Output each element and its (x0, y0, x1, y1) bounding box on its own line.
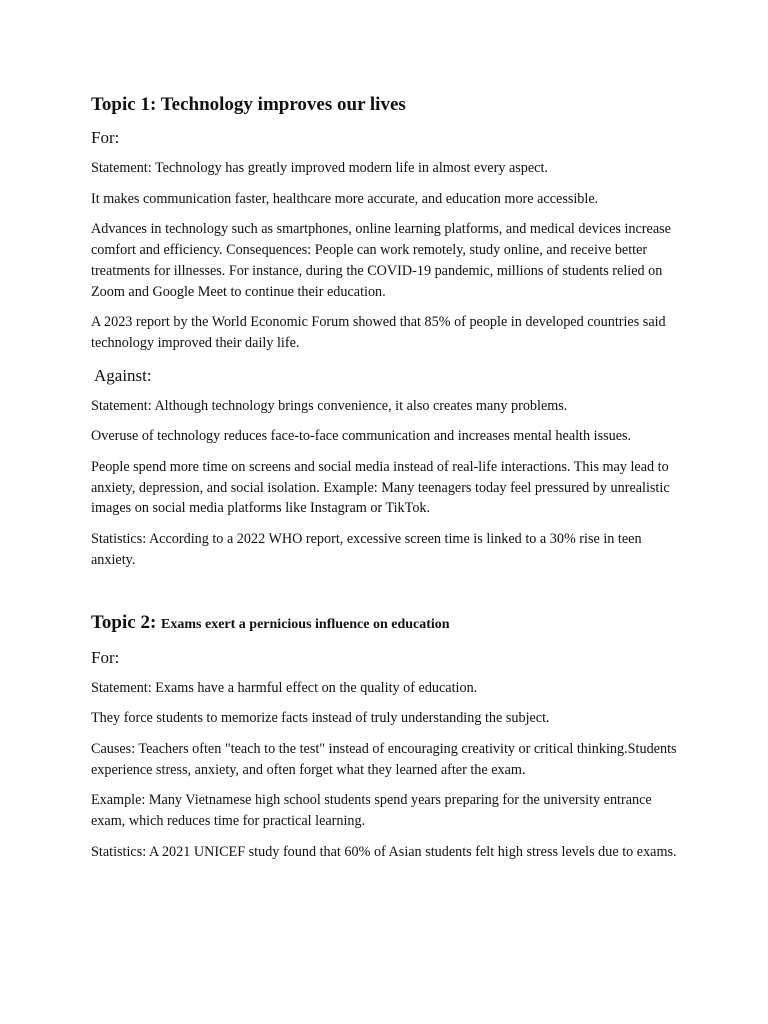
topic-1-for-paragraph-4: A 2023 report by the World Economic Forum showed that 85% of people in developed countries said technology improved their daily life. (91, 314, 666, 351)
topic-1-for-paragraph-2: It makes communication faster, healthcare more accurate, and education more accessible. (91, 190, 599, 207)
topic-1-title-prefix: Topic 1: (91, 94, 161, 115)
section-spacer (91, 581, 681, 610)
document-page (91, 92, 681, 872)
topic-2-title: Exams exert a pernicious influence on education (161, 616, 450, 632)
topic-1-against-paragraph-2: Overuse of technology reduces face-to-face communication and increases mental health issues. (91, 428, 632, 445)
topic-2-for-label: For: (91, 647, 120, 667)
topic-1-against-paragraph-3: People spend more time on screens and social media instead of real-life interactions. This may lead to anxiety, depression, and social isolation. Example: Many teenagers today feel pressured by unrealistic images on social media platforms like Instagram or TikTok. (91, 459, 670, 517)
topic-2-heading (91, 610, 681, 638)
topic-1-against-paragraph-1: Statement: Although technology brings convenience, it also creates many problems. (91, 397, 568, 414)
topic-2-for-paragraph-4: Example: Many Vietnamese high school students spend years preparing for the university entrance exam, which reduces time for practical learning. (91, 792, 652, 830)
topic-1-heading (91, 92, 681, 118)
topic-1-for-label: For: (91, 128, 120, 147)
topic-2-title-prefix: Topic 2: (91, 611, 162, 633)
topic-1-against-label: Against: (94, 365, 152, 385)
topic-2-for-paragraph-2: They force students to memorize facts instead of truly understanding the subject. (91, 710, 550, 727)
topic-2-for-paragraph-3: Causes: Teachers often "teach to the test" instead of encouraging creativity or critical thinking.Students experience stress, anxiety, and often forget what they learned after the exam. (91, 740, 677, 778)
topic-2-for-paragraph-5: Statistics: A 2021 UNICEF study found that 60% of Asian students felt high stress levels due to exams. (91, 843, 677, 860)
topic-1-for-paragraph-3: Advances in technology such as smartphones, online learning platforms, and medical devices increase comfort and efficiency. Consequences: People can work remotely, study online, and receive better treatments for illnesses. For instance, during the COVID-19 pandemic, millions of students relied on Zoom and Google Meet to continue their education. (91, 221, 671, 300)
topic-2-for-paragraph-1: Statement: Exams have a harmful effect on the quality of education. (91, 679, 478, 696)
topic-1-title: Technology improves our lives (160, 94, 406, 115)
topic-1-against-paragraph-4: Statistics: According to a 2022 WHO report, excessive screen time is linked to a 30% rise in teen anxiety. (91, 531, 642, 568)
topic-1-for-paragraph-1: Statement: Technology has greatly improved modern life in almost every aspect. (91, 160, 548, 176)
